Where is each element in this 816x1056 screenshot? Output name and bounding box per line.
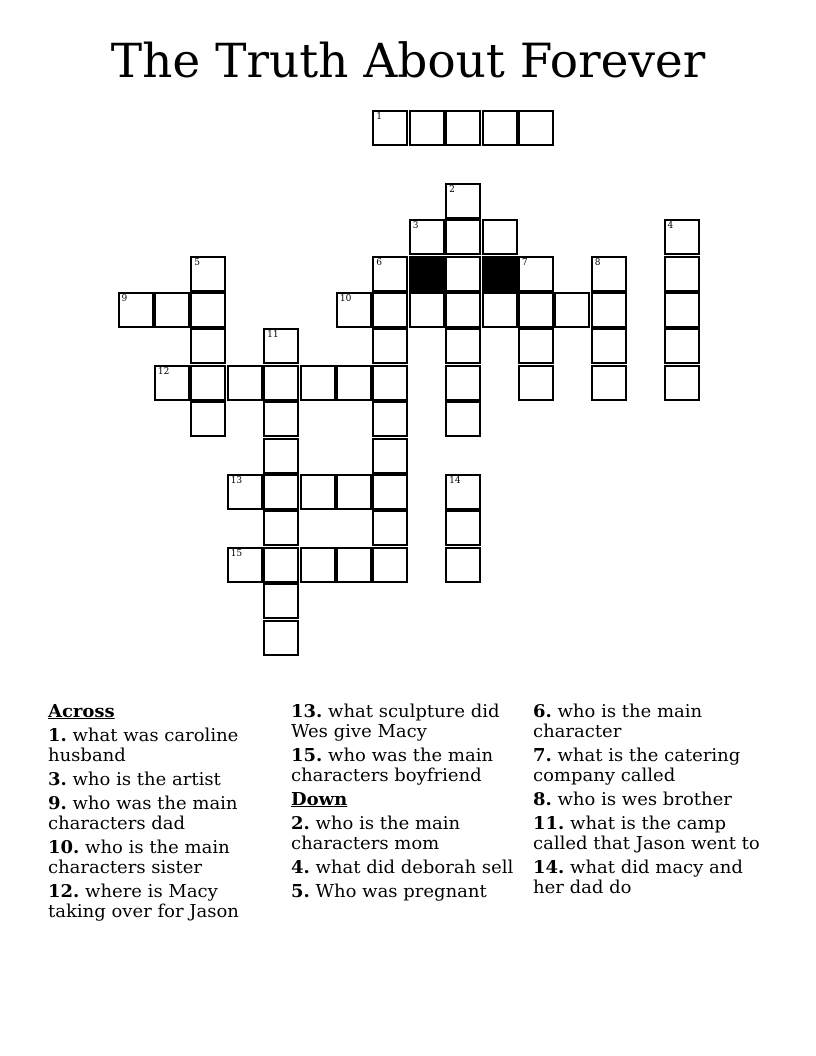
grid-cell[interactable] — [263, 365, 299, 401]
grid-cell[interactable] — [300, 365, 336, 401]
grid-cell[interactable] — [445, 401, 481, 437]
clue-text: who is wes brother — [551, 789, 732, 810]
grid-cell[interactable] — [263, 401, 299, 437]
grid-cell[interactable] — [336, 365, 372, 401]
clue-item — [291, 814, 516, 854]
grid-cell[interactable] — [445, 183, 481, 219]
grid-cell[interactable] — [372, 547, 408, 583]
clue-column-2 — [291, 702, 516, 906]
grid-cell[interactable] — [482, 292, 518, 328]
clue-number: 5 — [194, 257, 201, 268]
clue-number: 12 — [157, 366, 170, 377]
grid-cell[interactable] — [664, 219, 700, 255]
down-heading: Down — [291, 789, 348, 810]
clue-number: 3 — [412, 221, 419, 232]
clue-text: what did deborah sell — [309, 857, 514, 878]
grid-cell[interactable] — [372, 256, 408, 292]
clue-number-label: 1. — [48, 725, 67, 746]
clue-number: 6 — [376, 257, 383, 268]
grid-cell[interactable] — [445, 474, 481, 510]
grid-cell[interactable] — [263, 438, 299, 474]
grid-cell[interactable] — [263, 474, 299, 510]
grid-cell[interactable] — [190, 292, 226, 328]
clue-text: who is the artist — [66, 769, 221, 790]
clue-text: who was the main characters boyfriend — [291, 745, 494, 786]
clue-item — [48, 838, 268, 878]
across-heading: Across — [48, 701, 115, 722]
grid-cell[interactable] — [190, 328, 226, 364]
grid-cell[interactable] — [227, 547, 263, 583]
clue-column-3 — [533, 702, 773, 902]
black-square — [409, 256, 445, 292]
clue-item — [533, 746, 773, 786]
grid-cell[interactable] — [263, 583, 299, 619]
clue-number: 14 — [449, 476, 461, 486]
grid-cell[interactable] — [227, 365, 263, 401]
clue-item — [533, 814, 773, 854]
clue-text: who is the main characters mom — [291, 813, 461, 854]
grid-cell[interactable] — [336, 474, 372, 510]
clue-item — [533, 702, 773, 742]
clue-number: 4 — [667, 221, 674, 232]
grid-cell[interactable] — [263, 510, 299, 546]
clue-number-label: 13. — [291, 701, 323, 722]
grid-cell[interactable] — [336, 292, 372, 328]
grid-cell[interactable] — [154, 365, 190, 401]
clue-item — [291, 746, 516, 786]
clue-text: what was caroline husband — [48, 725, 239, 766]
clue-number-label: 5. — [291, 881, 310, 902]
clue-number: 10 — [339, 294, 352, 304]
clue-text: what sculpture did Wes give Macy — [291, 701, 500, 742]
clue-number-label: 8. — [533, 789, 552, 810]
grid-cell[interactable] — [372, 292, 408, 328]
grid-cell[interactable] — [445, 110, 481, 146]
clue-text: who is the main characters sister — [48, 837, 230, 878]
clue-number: 15 — [230, 548, 243, 559]
grid-cell[interactable] — [591, 365, 627, 401]
grid-cell[interactable] — [263, 620, 299, 656]
grid-cell[interactable] — [518, 256, 554, 292]
grid-cell[interactable] — [409, 110, 445, 146]
clue-number-label: 15. — [291, 745, 323, 766]
grid-cell[interactable] — [445, 292, 481, 328]
clue-item — [291, 882, 516, 902]
clue-number: 7 — [521, 257, 528, 268]
clue-text: who was the main characters dad — [48, 793, 238, 834]
grid-cell[interactable] — [445, 547, 481, 583]
grid-cell[interactable] — [591, 256, 627, 292]
grid-cell[interactable] — [372, 365, 408, 401]
grid-cell[interactable] — [664, 292, 700, 328]
clue-item — [48, 726, 268, 766]
grid-cell[interactable] — [227, 474, 263, 510]
grid-cell[interactable] — [482, 219, 518, 255]
grid-cell[interactable] — [372, 328, 408, 364]
clue-item — [533, 790, 773, 810]
puzzle-title: The Truth About Forever — [110, 34, 706, 89]
grid-cell[interactable] — [372, 474, 408, 510]
clue-text: what did macy and her dad do — [533, 857, 743, 898]
black-square — [482, 256, 518, 292]
grid-cell[interactable] — [154, 292, 190, 328]
clue-item — [48, 794, 268, 834]
clue-number-label: 7. — [533, 745, 552, 766]
grid-cell[interactable] — [190, 365, 226, 401]
grid-cell[interactable] — [372, 110, 408, 146]
clue-number: 1 — [376, 112, 383, 122]
clue-number-label: 2. — [291, 813, 310, 834]
clue-number: 9 — [121, 294, 128, 304]
grid-cell[interactable] — [664, 365, 700, 401]
clue-number-label: 9. — [48, 793, 67, 814]
clue-number-label: 11. — [533, 813, 565, 834]
clue-item — [533, 858, 773, 898]
clue-number: 2 — [449, 184, 455, 195]
clue-number-label: 10. — [48, 837, 80, 858]
clue-number-label: 6. — [533, 701, 552, 722]
grid-cell[interactable] — [518, 365, 554, 401]
grid-cell[interactable] — [445, 328, 481, 364]
clue-item — [291, 858, 516, 878]
grid-cell[interactable] — [372, 510, 408, 546]
grid-cell[interactable] — [664, 328, 700, 364]
clue-text: who is the main character — [533, 701, 703, 742]
grid-cell[interactable] — [118, 292, 154, 328]
clue-text: what is the catering company called — [533, 745, 741, 786]
grid-cell[interactable] — [190, 401, 226, 437]
grid-cell[interactable] — [445, 256, 481, 292]
clue-column-1 — [48, 702, 268, 926]
grid-cell[interactable] — [263, 328, 299, 364]
grid-cell[interactable] — [409, 292, 445, 328]
grid-cell[interactable] — [518, 110, 554, 146]
grid-cell[interactable] — [482, 110, 518, 146]
clue-text: what is the camp called that Jason went to — [533, 813, 760, 854]
grid-cell[interactable] — [263, 547, 299, 583]
grid-cell[interactable] — [372, 401, 408, 437]
grid-cell[interactable] — [445, 219, 481, 255]
clue-number: 13 — [230, 476, 243, 486]
clue-number-label: 3. — [48, 769, 67, 790]
grid-cell[interactable] — [664, 256, 700, 292]
clue-number: 11 — [267, 330, 279, 341]
clue-item — [48, 882, 268, 922]
clue-number: 8 — [594, 257, 601, 268]
grid-cell[interactable] — [336, 547, 372, 583]
grid-cell[interactable] — [518, 328, 554, 364]
grid-cell[interactable] — [445, 510, 481, 546]
grid-cell[interactable] — [554, 292, 590, 328]
clue-text: where is Macy taking over for Jason — [48, 881, 239, 922]
grid-cell[interactable] — [409, 219, 445, 255]
grid-cell[interactable] — [300, 547, 336, 583]
grid-cell[interactable] — [190, 256, 226, 292]
grid-cell[interactable] — [591, 292, 627, 328]
grid-cell[interactable] — [372, 438, 408, 474]
grid-cell[interactable] — [518, 292, 554, 328]
clue-item — [291, 702, 516, 742]
grid-cell[interactable] — [445, 365, 481, 401]
clue-number-label: 12. — [48, 881, 80, 902]
clue-item — [48, 770, 268, 790]
clue-number-label: 4. — [291, 857, 310, 878]
clue-text: Who was pregnant — [309, 881, 487, 902]
grid-cell[interactable] — [591, 328, 627, 364]
grid-cell[interactable] — [300, 474, 336, 510]
clue-number-label: 14. — [533, 857, 565, 878]
